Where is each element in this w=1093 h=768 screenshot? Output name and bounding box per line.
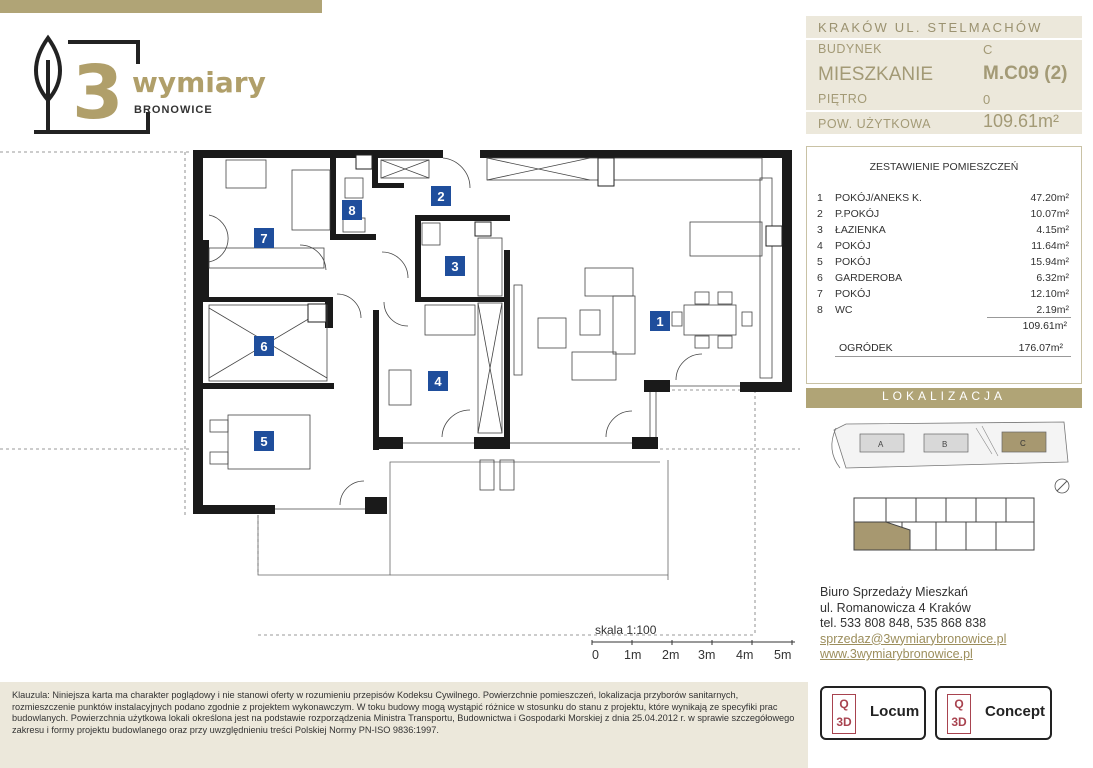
badge-name: Locum — [870, 703, 920, 720]
legal-clause: Klauzula: Niniejsza karta ma charakter poglądowy i nie stanowi oferty w rozumieniu przepisów Kodeksu Cywilnego. Powierzchnie pomieszczeń, lokalizacja przyborów sanitarnych, rozmieszczenie punktów instalacyjnych podano zgodnie z projektem wykonawczym. W toku budowy mogą wystąpić różnice w stosunku do stanu z projektu, które wynikają ze specyfiki prac budowlanych. Powierzchnia użytkowa lokali określona jest na podstawie rozporządzenia Ministra Transportu, Budownictwa i Gospodarki Morskiej z dnia 25.04.2012 r. w sprawie szczegółowego zakresu i formy projektu budowlanego oraz przy uwzględnieniu treści Polskiej Normy PN-ISO 9836:1997. — [12, 690, 795, 735]
table-row: 1 POKÓJ/ANEKS K. 47.20m² — [817, 192, 1069, 204]
location-city: KRAKÓW UL. STELMACHÓW — [818, 20, 1043, 35]
rooms-table-title: ZESTAWIENIE POMIESZCZEŃ — [869, 161, 1019, 173]
rooms-total: 109.61m² — [1022, 320, 1067, 332]
contact-email-link[interactable]: sprzedaz@3wymiarybronowice.pl — [820, 631, 1007, 646]
logo-three: 3 — [72, 50, 124, 136]
apartment-number: M.C09 (2) — [983, 63, 1068, 84]
scale-bar — [590, 640, 800, 670]
svg-text:3: 3 — [451, 259, 459, 274]
table-row: 6 GARDEROBA 6.32m² — [817, 272, 1069, 284]
building-label: BUDYNEK — [818, 42, 882, 56]
divider — [806, 38, 1082, 40]
svg-text:C: C — [1020, 439, 1026, 448]
svg-text:7: 7 — [260, 231, 268, 246]
svg-text:4: 4 — [434, 374, 442, 389]
divider — [835, 356, 1071, 357]
contact-office: Biuro Sprzedaży Mieszkań — [820, 585, 968, 599]
table-row: 4 POKÓJ 11.64m² — [817, 240, 1069, 252]
contact-phone: tel. 533 808 848, 535 868 838 — [820, 616, 987, 630]
logo-wordmark: wymiary — [132, 66, 266, 99]
svg-text:2m: 2m — [662, 648, 680, 662]
svg-text:1m: 1m — [624, 648, 642, 662]
svg-text:8: 8 — [348, 203, 356, 218]
apartment-info-panel — [806, 16, 1082, 134]
svg-text:4m: 4m — [736, 648, 754, 662]
svg-text:3m: 3m — [698, 648, 716, 662]
logo-subtitle: BRONOWICE — [134, 104, 213, 116]
garden-row: OGRÓDEK 176.07m² — [839, 342, 1063, 354]
divider — [987, 317, 1071, 318]
contact-website-link[interactable]: www.3wymiarybronowice.pl — [820, 647, 973, 661]
scale-label: skala 1:100 — [595, 623, 657, 637]
table-row: 8 WC 2.19m² — [817, 304, 1069, 316]
svg-text:0: 0 — [592, 648, 599, 662]
apartment-label: MIESZKANIE — [818, 64, 934, 85]
contact-address: ul. Romanowicza 4 Kraków — [820, 600, 971, 615]
location-map — [806, 410, 1082, 588]
table-row: 5 POKÓJ 15.94m² — [817, 256, 1069, 268]
rooms-table — [806, 146, 1082, 384]
svg-text:6: 6 — [260, 339, 268, 354]
concept-badge — [935, 686, 1052, 740]
area-value: 109.61m² — [983, 111, 1060, 131]
svg-text:A: A — [878, 440, 884, 449]
walls — [193, 150, 792, 514]
contact-block — [820, 585, 1080, 663]
svg-text:2: 2 — [437, 189, 445, 204]
table-row: 7 POKÓJ 12.10m² — [817, 288, 1069, 300]
svg-text:1: 1 — [656, 314, 664, 329]
building-value: C — [983, 42, 993, 57]
table-row: 2 P.POKÓJ 10.07m² — [817, 208, 1069, 220]
area-label: POW. UŻYTKOWA — [818, 117, 931, 131]
locum-badge — [820, 686, 926, 740]
table-row: 3 ŁAZIENKA 4.15m² — [817, 224, 1069, 236]
location-title: LOKALIZACJA — [881, 389, 1007, 403]
svg-text:5: 5 — [260, 434, 268, 449]
svg-text:B: B — [942, 440, 948, 449]
top-accent-band — [0, 0, 322, 13]
q3d-logo-icon: Q 3D — [947, 694, 971, 734]
floor-label: PIĘTRO — [818, 92, 868, 106]
floor-value: 0 — [983, 92, 991, 107]
brand-logo — [30, 30, 270, 140]
floor-plan — [0, 140, 800, 685]
badge-name: Concept — [985, 703, 1045, 720]
svg-text:5m: 5m — [774, 648, 792, 662]
q3d-logo-icon: Q 3D — [832, 694, 856, 734]
